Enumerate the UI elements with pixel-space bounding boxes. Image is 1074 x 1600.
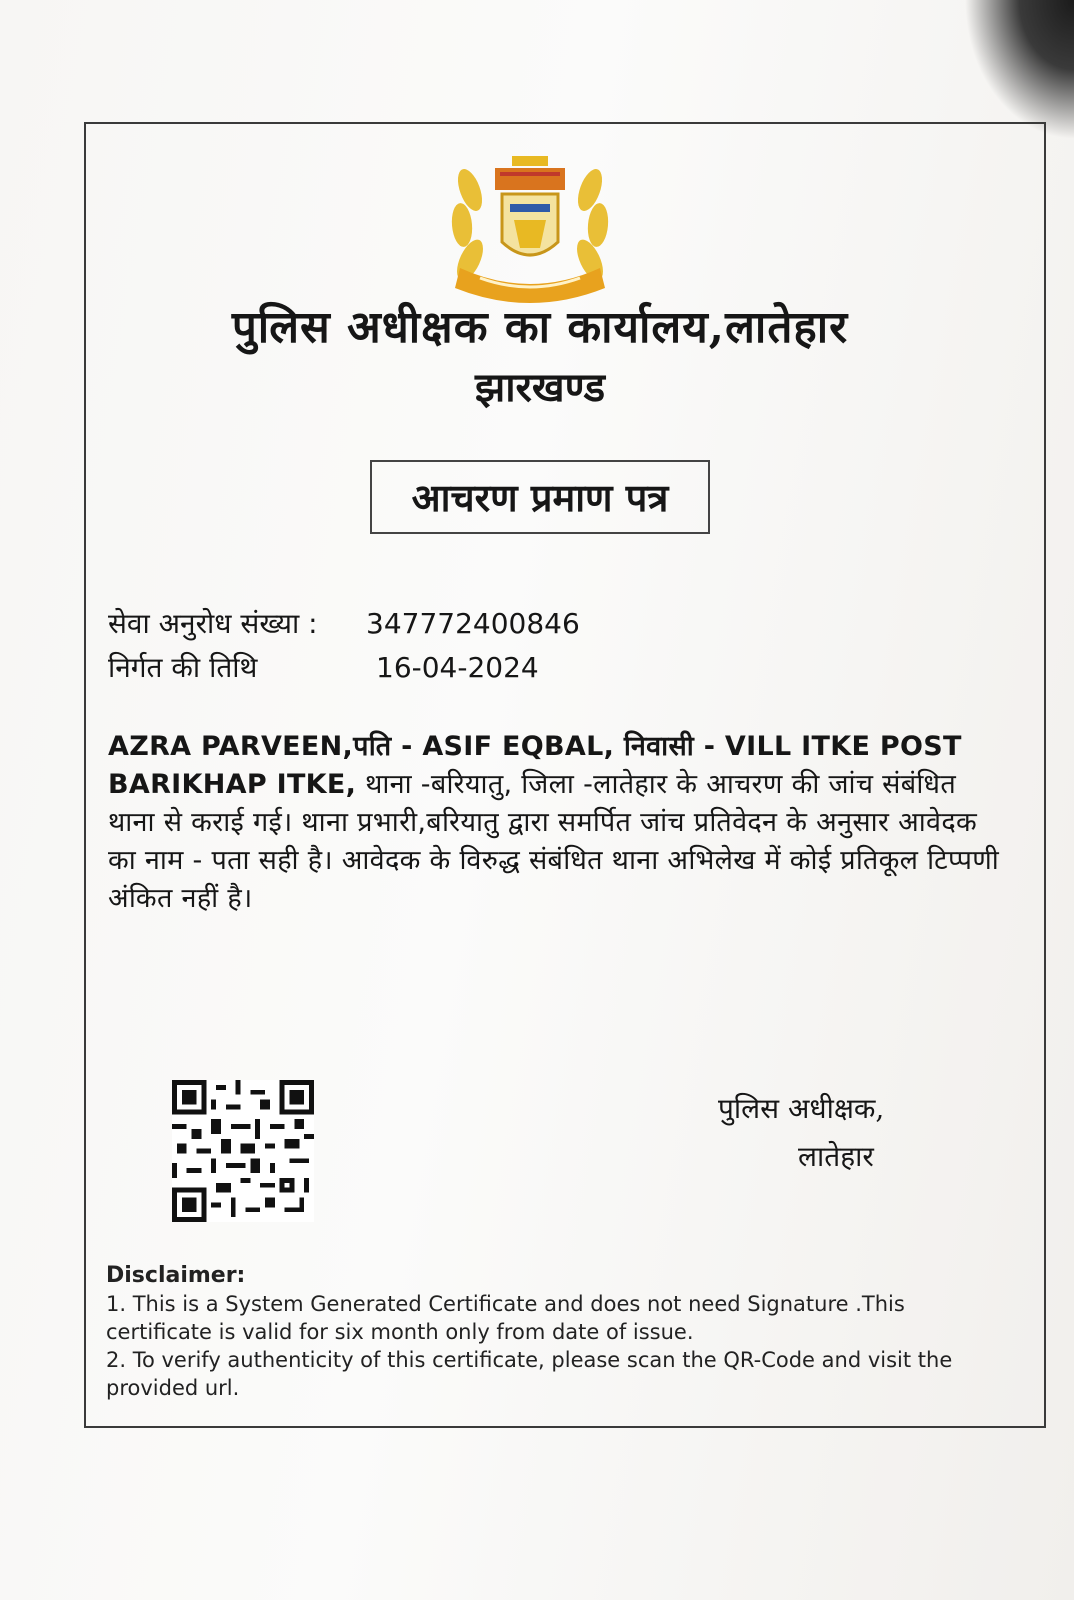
service-request-row — [108, 604, 580, 644]
applicant-line: AZRA PARVEEN,पति - ASIF EQBAL, निवासी - VILL ITKE POST BARIKHAP ITKE, — [108, 731, 962, 800]
signature-block — [718, 1085, 978, 1181]
disclaimer-heading: Disclaimer: — [106, 1263, 246, 1288]
state-title: झारखण्ड — [474, 364, 606, 411]
issue-date: 16-04-2024 — [376, 651, 539, 684]
disclaimer-point-2: 2. To verify authenticity of this certificate, please scan the QR-Code and visit the provided url. — [106, 1348, 953, 1400]
qr-code-icon — [172, 1080, 314, 1222]
service-request-label: सेवा अनुरोध संख्या : — [108, 607, 318, 640]
verification-text: थाना -बरियातु, जिला -लातेहार के आचरण की जांच संबंधित थाना से कराई गई। थाना प्रभारी,बरियातु द्वारा समर्पित जांच प्रतिवेदन के अनुसार आवेदक का नाम - पता सही है। आवेदक के विरुद्ध संबंधित थाना अभिलेख में कोई प्रतिकूल टिप्पणी अंकित नहीं है। — [108, 769, 1000, 914]
certificate-title: आचरण प्रमाण पत्र — [411, 475, 669, 520]
certificate-title-box — [370, 460, 710, 534]
signatory-designation: पुलिस अधीक्षक, — [718, 1092, 885, 1125]
police-emblem-icon — [440, 150, 620, 320]
office-title: पुलिस अधीक्षक का कार्यालय,लातेहार — [231, 302, 849, 353]
disclaimer-point-1: 1. This is a System Generated Certificate and does not need Signature .This certificate is valid for six month only from date of issue. — [106, 1292, 905, 1344]
page-shadow — [964, 0, 1074, 140]
disclaimer — [106, 1262, 1006, 1402]
issue-date-row — [108, 648, 539, 688]
certificate-body — [108, 728, 1008, 918]
signatory-place: लातेहार — [798, 1140, 874, 1173]
issue-date-label: निर्गत की तिथि — [108, 651, 258, 684]
service-request-number: 347772400846 — [366, 607, 580, 640]
